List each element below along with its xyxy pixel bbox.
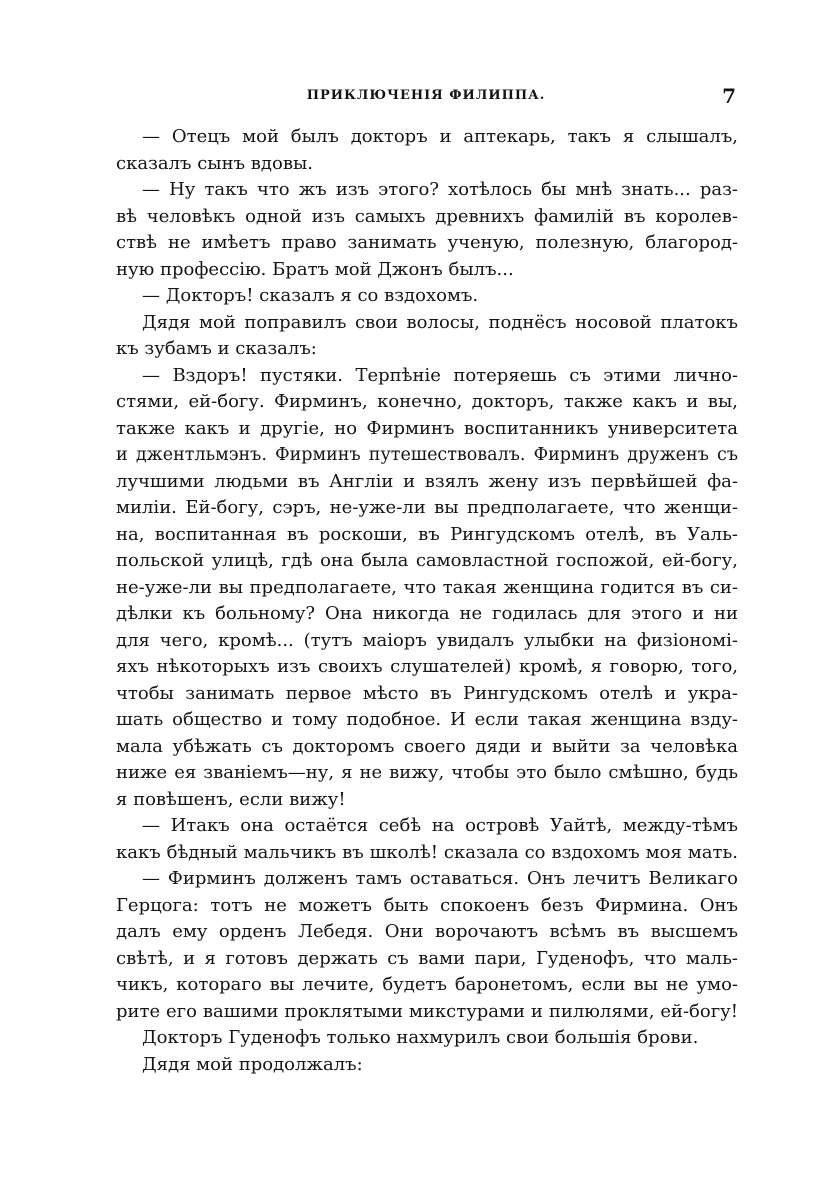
text-line: рите его вашими проклятыми микстурами и пилюлями, ей-богу! [116,1000,738,1022]
text-line: Герцога: тотъ не можетъ быть спокоенъ безъ Фирмина. Онъ [116,894,738,916]
running-head [116,84,736,110]
text-line: свѣтѣ, и я готовъ держать съ вами пари, Гуденофъ, что маль- [116,947,738,969]
text-line: дѣлки къ больному? Она никогда не годилась для этого и ни [116,603,738,624]
running-title: ПРИКЛЮЧЕНІЯ ФИЛИППА. [306,88,546,103]
text-line: и джентльмэнъ. Фирминъ путешествовалъ. Фирминъ друженъ съ [116,445,738,465]
body-text [116,124,738,1078]
text-line: какъ бѣдный мальчикъ въ школѣ! сказала со вздохомъ моя мать. [116,841,738,863]
text-line: — Итакъ она остаётся себѣ на островѣ Уайтѣ, между-тѣмъ [142,815,738,836]
text-line: далъ ему орденъ Лебедя. Они ворочаютъ всѣмъ въ высшемъ [116,921,738,942]
text-line: Дядя мой продолжалъ: [142,1053,363,1075]
text-line: ную профессію. Братъ мой Джонъ былъ... [116,258,514,280]
text-line: также какъ и другіе, но Фирминъ воспитанникъ университета [116,417,738,439]
text-line: — Докторъ! сказалъ я со вздохомъ. [142,285,479,306]
text-line: польской улицѣ, гдѣ она была самовластной госпожой, ей-богу, [116,550,738,571]
text-line: ниже ея званіемъ—ну, я не вижу, чтобы это было смѣшно, будь [116,762,738,783]
text-line: не-уже-ли вы предполагаете, что такая женщина годится въ си- [116,576,738,598]
page-number: 7 [722,84,736,108]
text-line: я повѣшенъ, если вижу! [116,788,346,810]
text-line: стями, ей-богу. Фирминъ, конечно, докторъ, также какъ и вы, [116,391,738,412]
text-line: вѣ человѣкъ одной изъ самыхъ древнихъ фамилій въ королев- [116,205,738,227]
text-line: чикъ, котораго вы лечите, будетъ баронетомъ, если вы не умо- [116,974,738,995]
text-line: — Фирминъ долженъ тамъ оставаться. Онъ лечитъ Великаго [142,868,738,889]
text-line: для чего, кромѣ... (тутъ маіоръ увидалъ улыбки на физіономі- [116,629,738,651]
text-line: мала убѣжать съ докторомъ своего дяди и выйти за человѣка [116,735,738,757]
text-line: чтобы занимать первое мѣсто въ Рингудскомъ отелѣ и укра- [116,682,738,704]
text-line: шать общество и тому подобное. И если такая женщина взду- [116,709,738,730]
text-line: Докторъ Гуденофъ только нахмурилъ свои большія брови. [142,1027,699,1048]
text-line: ствѣ не имѣетъ право занимать ученую, полезную, благород- [116,232,738,253]
text-line: — Отецъ мой былъ докторъ и аптекарь, такъ я слышалъ, [142,126,738,147]
text-line: къ зубамъ и сказалъ: [116,338,317,359]
text-line: на, воспитанная въ роскоши, въ Рингудскомъ отелѣ, въ Уаль- [116,523,738,545]
text-line: лучшими людьми въ Англіи и взялъ жену изъ первѣйшей фа- [116,470,738,492]
text-line: яхъ нѣкоторыхъ изъ своихъ слушателей) кромѣ, я говорю, того, [116,656,738,677]
text-line: сказалъ сынъ вдовы. [116,152,314,174]
text-line: — Ну такъ что жъ изъ этого? хотѣлось бы мнѣ знать... раз- [142,179,738,200]
text-line: — Вздоръ! пустяки. Терпѣніе потеряешь съ этими лично- [142,364,738,386]
text-line: миліи. Ей-богу, сэръ, не-уже-ли вы предполагаете, что женщи- [116,497,738,518]
text-line: Дядя мой поправилъ свои волосы, поднёсъ носовой платокъ [142,311,738,333]
